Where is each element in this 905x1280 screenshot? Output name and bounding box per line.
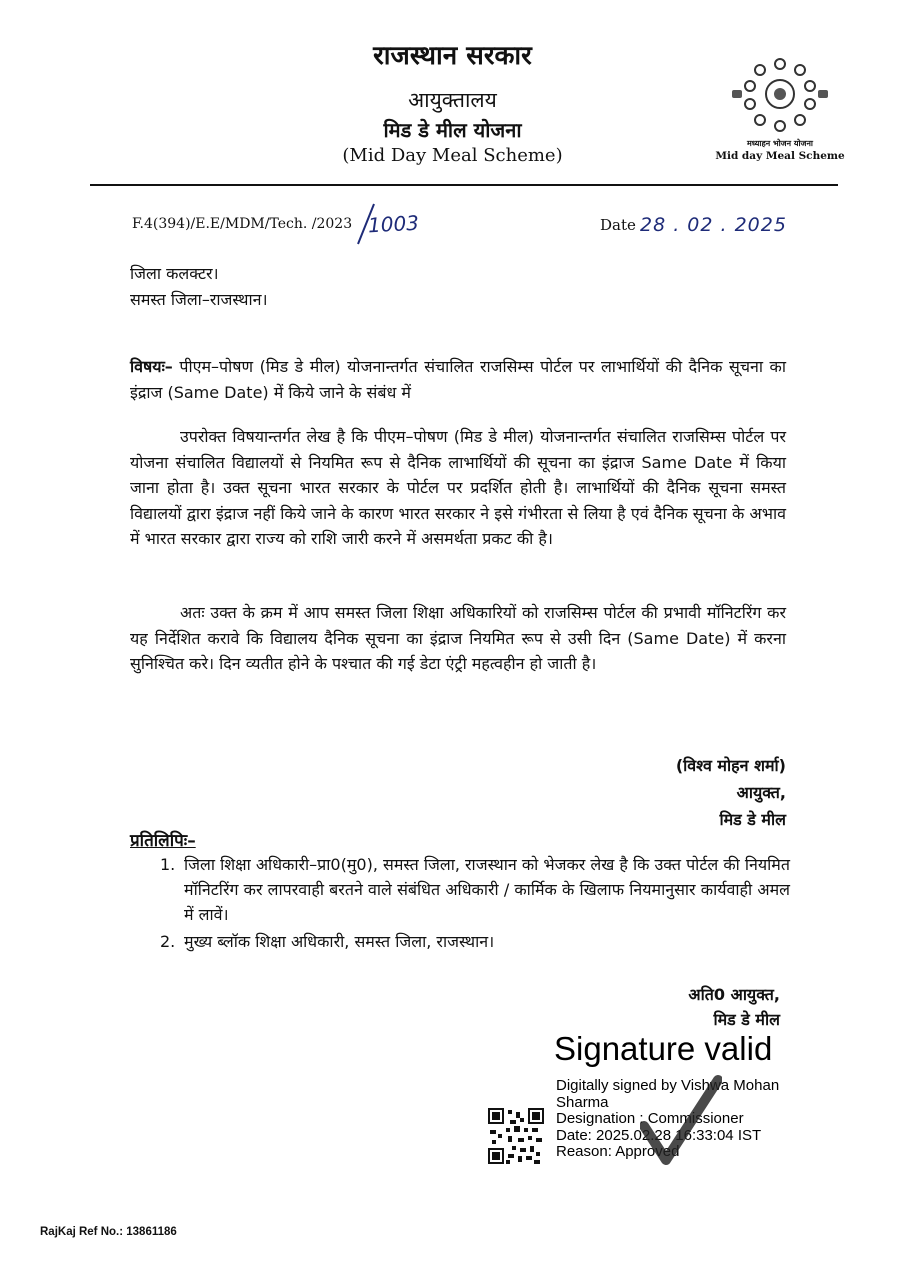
signatory-block <box>600 752 786 833</box>
copy-to-list <box>160 852 790 956</box>
handwritten-dispatch-number: 1003 <box>367 210 420 238</box>
date-label: Date <box>600 216 636 234</box>
signatory-office: मिड डे मील <box>719 810 786 829</box>
logo-figure <box>775 59 785 69</box>
signature-line: Date: 2025.02.28 16:33:04 IST <box>556 1126 762 1144</box>
logo-figure <box>745 99 755 109</box>
list-item-text: जिला शिक्षा अधिकारी–प्रा0(मु0), समस्त जिला, राजस्थान को भेजकर लेख है कि उक्त पोर्टल की नियमित मॉनिटरिंग कर लापरवाही बरतने वाले संबंधित अधिकारी / कार्मिक के खिलाफ नियमानुसार कार्यवाही अमल में लावें। <box>184 855 790 924</box>
logo-figure <box>775 121 785 131</box>
body-paragraph: अतः उक्त के क्रम में आप समस्त जिला शिक्षा अधिकारियों को राजसिम्स पोर्टल की प्रभावी मॉनिटरिंग कर यह निर्देशित करावे कि विद्यालय दैनिक सूचना का इंद्राज नियमित रूप से उसी दिन (Same Date) में करना सुनिश्चित करे। दिन व्यतीत होने के पश्चात की गई डेटा एंट्री महत्वहीन हो जाती है। <box>130 603 786 673</box>
subject-paragraph <box>130 354 786 405</box>
logo-figure <box>805 99 815 109</box>
addressee-line: समस्त जिला–राजस्थान। <box>130 290 268 309</box>
subject-text: पीएम–पोषण (मिड डे मील) योजनान्तर्गत संचालित राजसिम्स पोर्टल पर लाभार्थियों की दैनिक सूचना का इंद्राज (Same Date) में किये जाने के संबंध में <box>130 357 786 402</box>
signature-line: Sharma <box>556 1093 609 1111</box>
list-item-text: मुख्य ब्लॉक शिक्षा अधिकारी, समस्त जिला, राजस्थान। <box>184 932 495 951</box>
logo-caption-english: Mid day Meal Scheme <box>715 150 845 162</box>
logo-figure <box>755 65 765 75</box>
rajkaj-reference: RajKaj Ref No.: 13861186 <box>40 1226 177 1238</box>
verified-checkmark-icon <box>640 1074 722 1170</box>
office-title: आयुक्तालय <box>408 88 497 112</box>
logo-caption-hindi: मध्याहन भोजन योजना <box>747 139 813 148</box>
list-item-number: 1. <box>160 855 176 874</box>
body-paragraph: उपरोक्त विषयान्तर्गत लेख है कि पीएम–पोषण (मिड डे मील) योजनान्तर्गत संचालित राजसिम्स पोर्टल पर योजना संचालित विद्यालयों से नियमित रूप से दैनिक लाभार्थियों की सूचना का इंद्राज Same Date में किया जाना होता है। उक्त सूचना भारत सरकार के पोर्टल पर प्रदर्शित होती है। लाभार्थियों की दैनिक सूचना समस्त विद्यालयों द्वारा इंद्राज नहीं किये जाने के कारण भारत सरकार ने इसे गंभीरता से लिया है एवं दैनिक सूचना के अभाव में भारत सरकार द्वारा राज्य को राशि जारी करने में असमर्थता प्रकट की है। <box>130 427 786 548</box>
scheme-title-english: (Mid Day Meal Scheme) <box>342 145 563 166</box>
signatory-designation: आयुक्त, <box>736 783 786 802</box>
scheme-title-hindi: मिड डे मील योजना <box>383 118 522 142</box>
logo-figure <box>795 115 805 125</box>
handwritten-date: 28 . 02 . 2025 <box>640 214 787 236</box>
logo-figure <box>795 65 805 75</box>
header-divider <box>90 184 838 186</box>
government-title: राजस्थान सरकार <box>373 41 532 71</box>
additional-signatory-designation: अति0 आयुक्त, <box>688 985 780 1004</box>
list-item <box>160 852 790 927</box>
logo-figure <box>745 81 755 91</box>
list-item-number: 2. <box>160 932 176 951</box>
additional-signatory-block <box>640 982 780 1032</box>
addressee-line: जिला कलक्टर। <box>130 264 219 283</box>
additional-signatory-office: मिड डे मील <box>713 1010 780 1029</box>
signature-line: Reason: Approved <box>556 1143 680 1160</box>
logo-figure <box>755 115 765 125</box>
signature-line: Digitally signed by Vishwa Mohan <box>556 1077 780 1094</box>
subject-label: विषयः– <box>130 357 173 376</box>
signature-status: Signature valid <box>554 1030 773 1067</box>
list-item <box>160 929 790 954</box>
signatory-name: (विश्व मोहन शर्मा) <box>675 756 786 775</box>
signature-line: Designation : Commissioner <box>556 1110 744 1127</box>
reference-number: F.4(394)/E.E/MDM/Tech. /2023 <box>132 216 353 232</box>
qr-code-icon <box>488 1108 544 1164</box>
logo-figure <box>805 81 815 91</box>
copy-to-heading: प्रतिलिपिः– <box>130 831 196 851</box>
